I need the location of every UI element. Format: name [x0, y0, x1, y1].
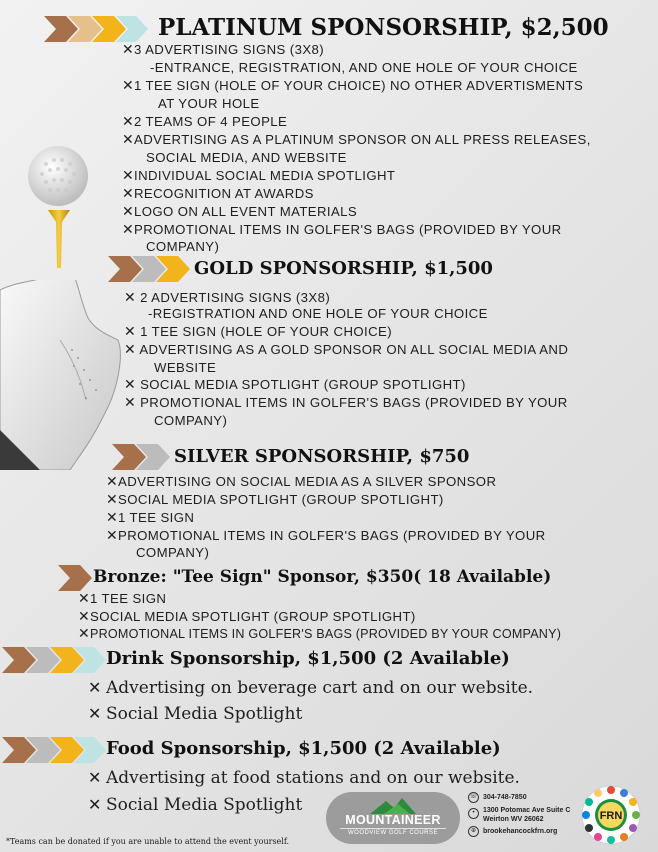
x-mark-icon: ✕	[88, 795, 102, 814]
footnote: *Teams can be donated if you are unable to attend the event yourself.	[6, 837, 290, 846]
globe-icon: ⊕	[468, 826, 479, 837]
bronze-item: ✕PROMOTIONAL ITEMS IN GOLFER'S BAGS (PROVIDED BY YOUR COMPANY)	[78, 625, 562, 641]
platinum-item: SOCIAL MEDIA, AND WEBSITE	[146, 150, 347, 165]
bronze-chevron	[58, 565, 92, 591]
x-mark-icon: ✕	[88, 768, 102, 787]
bronze-title: Bronze: "Tee Sign" Sponsor, $350( 18 Available)	[93, 567, 552, 587]
platinum-title: PLATINUM SPONSORSHIP, $2,500	[158, 14, 609, 41]
phone-icon: ☏	[468, 792, 479, 803]
gold-item: ✕ PROMOTIONAL ITEMS IN GOLFER'S BAGS (PROVIDED BY YOUR	[124, 394, 568, 410]
bronze-item: ✕SOCIAL MEDIA SPOTLIGHT (GROUP SPOTLIGHT)	[78, 608, 416, 624]
gold-item: ✕ SOCIAL MEDIA SPOTLIGHT (GROUP SPOTLIGHT)	[124, 376, 466, 392]
x-mark-icon: ✕	[124, 289, 137, 305]
x-mark-icon: ✕	[106, 527, 119, 543]
x-mark-icon: ✕	[124, 341, 137, 357]
x-mark-icon: ✕	[106, 473, 119, 489]
gold-item: ✕ 1 TEE SIGN (HOLE OF YOUR CHOICE)	[124, 323, 393, 339]
gold-item: ✕ ADVERTISING AS A GOLD SPONSOR ON ALL SOCIAL MEDIA AND	[124, 341, 569, 357]
x-mark-icon: ✕	[122, 185, 135, 201]
platinum-item: COMPANY)	[146, 239, 220, 254]
x-mark-icon: ✕	[78, 590, 91, 606]
silver-chevrons	[112, 444, 170, 470]
drink-title: Drink Sponsorship, $1,500 (2 Available)	[106, 648, 510, 669]
x-mark-icon: ✕	[122, 203, 135, 219]
x-mark-icon: ✕	[106, 509, 119, 525]
x-mark-icon: ✕	[78, 625, 90, 641]
x-mark-icon: ✕	[88, 678, 102, 697]
platinum-item: ✕1 TEE SIGN (HOLE OF YOUR CHOICE) NO OTHER ADVERTISMENTS	[122, 77, 584, 93]
bronze-item: ✕1 TEE SIGN	[78, 590, 167, 606]
platinum-item: ✕INDIVIDUAL SOCIAL MEDIA SPOTLIGHT	[122, 167, 396, 183]
contact-website: brookehancockfrn.org	[483, 828, 558, 835]
frn-logo	[580, 784, 642, 846]
platinum-item: ✕ADVERTISING AS A PLATINUM SPONSOR ON ALL PRESS RELEASES,	[122, 131, 591, 147]
platinum-item: ✕3 ADVERTISING SIGNS (3X8)	[122, 41, 325, 57]
contact-phone: 304-748-7850	[483, 794, 527, 801]
platinum-item: ✕RECOGNITION AT AWARDS	[122, 185, 314, 201]
silver-title: SILVER SPONSORSHIP, $750	[174, 446, 470, 467]
food-title: Food Sponsorship, $1,500 (2 Available)	[106, 738, 501, 759]
x-mark-icon: ✕	[122, 113, 135, 129]
x-mark-icon: ✕	[124, 394, 137, 410]
logo-name: MOUNTAINEER	[345, 813, 441, 827]
mountaineer-logo	[326, 792, 460, 844]
mountain-icon	[370, 798, 416, 814]
platinum-item: ✕PROMOTIONAL ITEMS IN GOLFER'S BAGS (PROVIDED BY YOUR	[122, 221, 562, 237]
gold-item: ✕ 2 ADVERTISING SIGNS (3X8)	[124, 289, 331, 305]
platinum-chevrons	[44, 16, 148, 42]
food-item: ✕ Social Media Spotlight	[88, 795, 303, 815]
gold-item: COMPANY)	[154, 413, 228, 428]
silver-item: ✕1 TEE SIGN	[106, 509, 195, 525]
food-item: ✕ Advertising at food stations and on our website.	[88, 768, 520, 788]
x-mark-icon: ✕	[122, 221, 135, 237]
x-mark-icon: ✕	[124, 323, 137, 339]
silver-item: ✕SOCIAL MEDIA SPOTLIGHT (GROUP SPOTLIGHT)	[106, 491, 444, 507]
x-mark-icon: ✕	[122, 41, 135, 57]
golf-ball-illustration	[28, 138, 88, 268]
golf-glove-illustration	[0, 280, 125, 470]
contact-address-line2: Weirton WV 26062	[483, 816, 544, 823]
x-mark-icon: ✕	[78, 608, 91, 624]
silver-item: COMPANY)	[136, 545, 210, 560]
x-mark-icon: ✕	[122, 77, 135, 93]
food-chevrons	[2, 737, 106, 763]
platinum-item: AT YOUR HOLE	[158, 96, 260, 111]
gold-item: WEBSITE	[154, 360, 217, 375]
x-mark-icon: ✕	[122, 167, 135, 183]
platinum-item: -ENTRANCE, REGISTRATION, AND ONE HOLE OF YOUR CHOICE	[150, 60, 578, 75]
location-icon: •	[468, 808, 479, 819]
platinum-item: ✕2 TEAMS OF 4 PEOPLE	[122, 113, 288, 129]
platinum-item: ✕LOGO ON ALL EVENT MATERIALS	[122, 203, 358, 219]
gold-title: GOLD SPONSORSHIP, $1,500	[194, 258, 493, 279]
frn-logo-text: FRN	[599, 810, 623, 822]
gold-chevrons	[108, 256, 190, 282]
x-mark-icon: ✕	[122, 131, 135, 147]
silver-item: ✕PROMOTIONAL ITEMS IN GOLFER'S BAGS (PROVIDED BY YOUR	[106, 527, 546, 543]
x-mark-icon: ✕	[124, 376, 137, 392]
drink-item: ✕ Social Media Spotlight	[88, 704, 303, 724]
silver-item: ✕ADVERTISING ON SOCIAL MEDIA AS A SILVER SPONSOR	[106, 473, 497, 489]
drink-item: ✕ Advertising on beverage cart and on our website.	[88, 678, 534, 698]
gold-item: -REGISTRATION AND ONE HOLE OF YOUR CHOICE	[148, 306, 488, 321]
logo-sub: WOODVIEW GOLF COURSE	[347, 830, 438, 836]
x-mark-icon: ✕	[106, 491, 119, 507]
x-mark-icon: ✕	[88, 704, 102, 723]
drink-chevrons	[2, 647, 106, 673]
contact-address-line1: 1300 Potomac Ave Suite C	[483, 807, 571, 814]
